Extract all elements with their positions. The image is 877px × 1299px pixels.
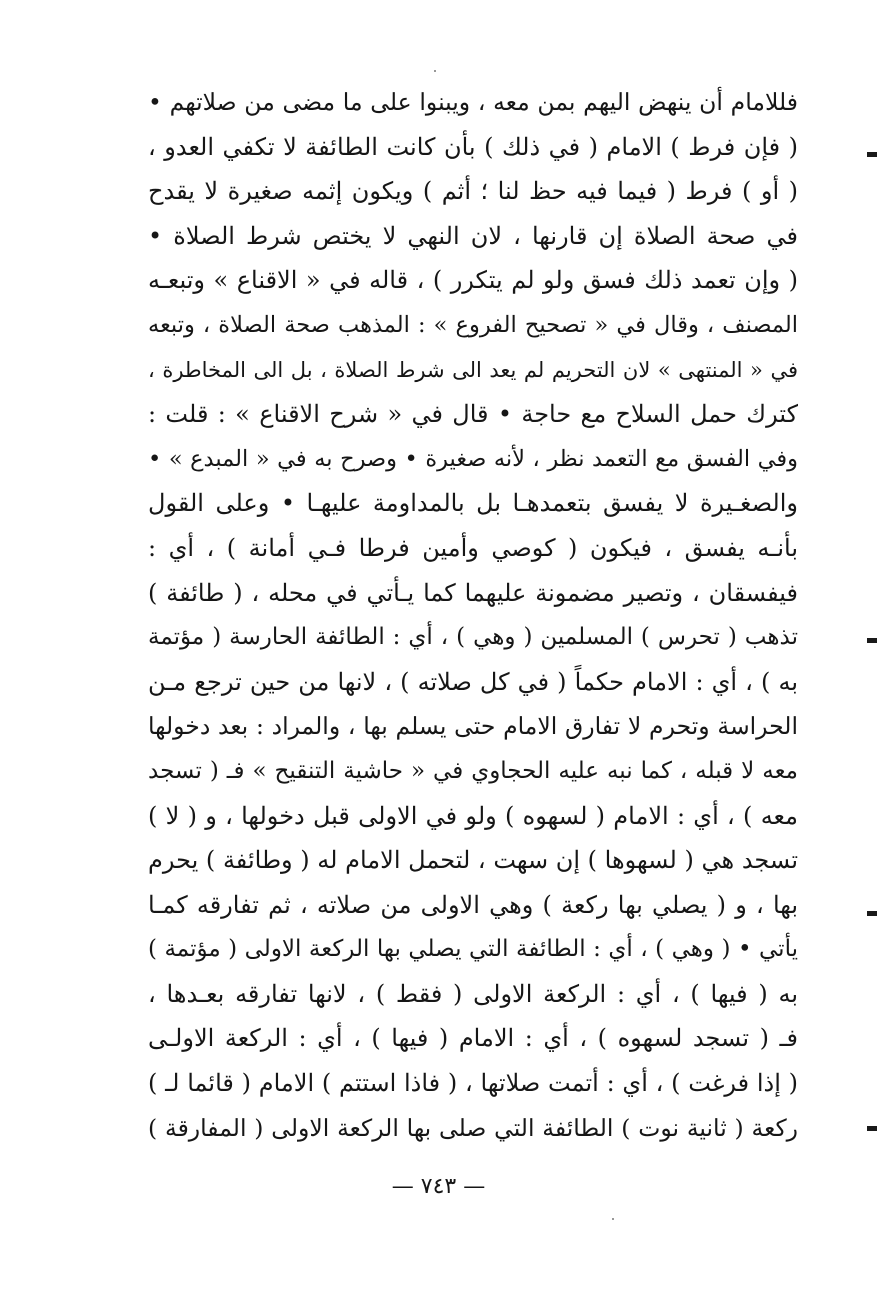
margin-mark	[867, 911, 877, 916]
text-line: يأتي • ( وهي ) ، أي : الطائفة التي يصلي بها الركعة الاولى ( مؤتمة )	[148, 936, 798, 963]
page-number: — ٧٤٣ —	[391, 1174, 486, 1199]
text-line: الحراسة وتحرم لا تفارق الامام حتى يسلم بها ، والمراد : بعد دخولها	[148, 712, 798, 741]
text-line: وفي الفسق مع التعمد نظر ، لأنه صغيرة • وصرح به في « المبدع » •	[148, 445, 798, 472]
margin-mark	[867, 1126, 877, 1131]
text-line: به ( فيها ) ، أي : الركعة الاولى ( فقط ) ، لانها تفارقه بعـدها ،	[148, 979, 798, 1008]
text-line: ( وإن تعمد ذلك فسق ولو لم يتكرر ) ، قاله في « الاقناع » وتبعـه	[148, 266, 798, 295]
text-line: المصنف ، وقال في « تصحيح الفروع » : المذهب صحة الصلاة ، وتبعه	[148, 311, 798, 338]
body-text	[148, 80, 798, 1150]
margin-mark	[867, 152, 877, 157]
text-line: بأنـه يفسق ، فيكون ( كوصي وأمين فرطا فـي أمانة ) ، أي :	[148, 533, 798, 562]
text-line: في « المنتهى » لان التحريم لم يعد الى شرط الصلاة ، بل الى المخاطرة ،	[148, 357, 798, 382]
text-line: فللامام أن ينهض اليهم بمن معه ، ويبنوا على ما مضى من صلاتهم •	[148, 88, 798, 116]
ink-speck	[612, 1218, 614, 1220]
margin-mark	[867, 638, 877, 643]
text-line: ركعة ( ثانية نوت ) الطائفة التي صلى بها الركعة الاولى ( المفارقة )	[148, 1113, 798, 1142]
ink-speck	[434, 70, 436, 72]
text-line: ( فإن فرط ) الامام ( في ذلك ) بأن كانت الطائفة لا تكفي العدو ،	[148, 132, 798, 161]
text-line: تذهب ( تحرس ) المسلمين ( وهي ) ، أي : الطائفة الحارسة ( مؤتمة	[148, 624, 798, 651]
text-line: في صحة الصلاة إن قارنها ، لان النهي لا يختص شرط الصلاة •	[148, 221, 798, 250]
text-line: تسجد هي ( لسهوها ) إن سهت ، لتحمل الامام له ( وطائفة ) يحرم	[148, 846, 798, 875]
text-line: ( إذا فرغت ) ، أي : أتمت صلاتها ، ( فاذا استتم ) الامام ( قائما لـ )	[148, 1069, 798, 1098]
text-line: ( أو ) فرط ( فيما فيه حظ لنا ؛ أثم ) ويكون إثمه صغيرة لا يقدح	[148, 177, 798, 206]
text-line: فـ ( تسجد لسهوه ) ، أي : الامام ( فيها ) ، أي : الركعة الاولـى	[148, 1024, 798, 1053]
text-line: معه لا قبله ، كما نبه عليه الحجاوي في « حاشية التنقيح » فـ ( تسجد	[148, 757, 798, 784]
text-line: به ) ، أي : الامام حكماً ( في كل صلاته ) ، لانها من حين ترجع مـن	[148, 667, 798, 696]
text-line: كترك حمل السلاح مع حاجة • قال في « شرح الاقناع » : قلت :	[148, 400, 798, 429]
text-line: معه ) ، أي : الامام ( لسهوه ) ولو في الاولى قبل دخولها ، و ( لا )	[148, 801, 798, 830]
text-line: فيفسقان ، وتصير مضمونة عليهما كما يـأتي في محله ، ( طائفة )	[148, 578, 798, 607]
text-line: والصغـيرة لا يفسق بتعمدهـا بل بالمداومة عليهـا • وعلى القول	[148, 489, 798, 518]
text-line: بها ، و ( يصلي بها ركعة ) وهي الاولى من صلاته ، ثم تفارقه كمـا	[148, 890, 798, 919]
